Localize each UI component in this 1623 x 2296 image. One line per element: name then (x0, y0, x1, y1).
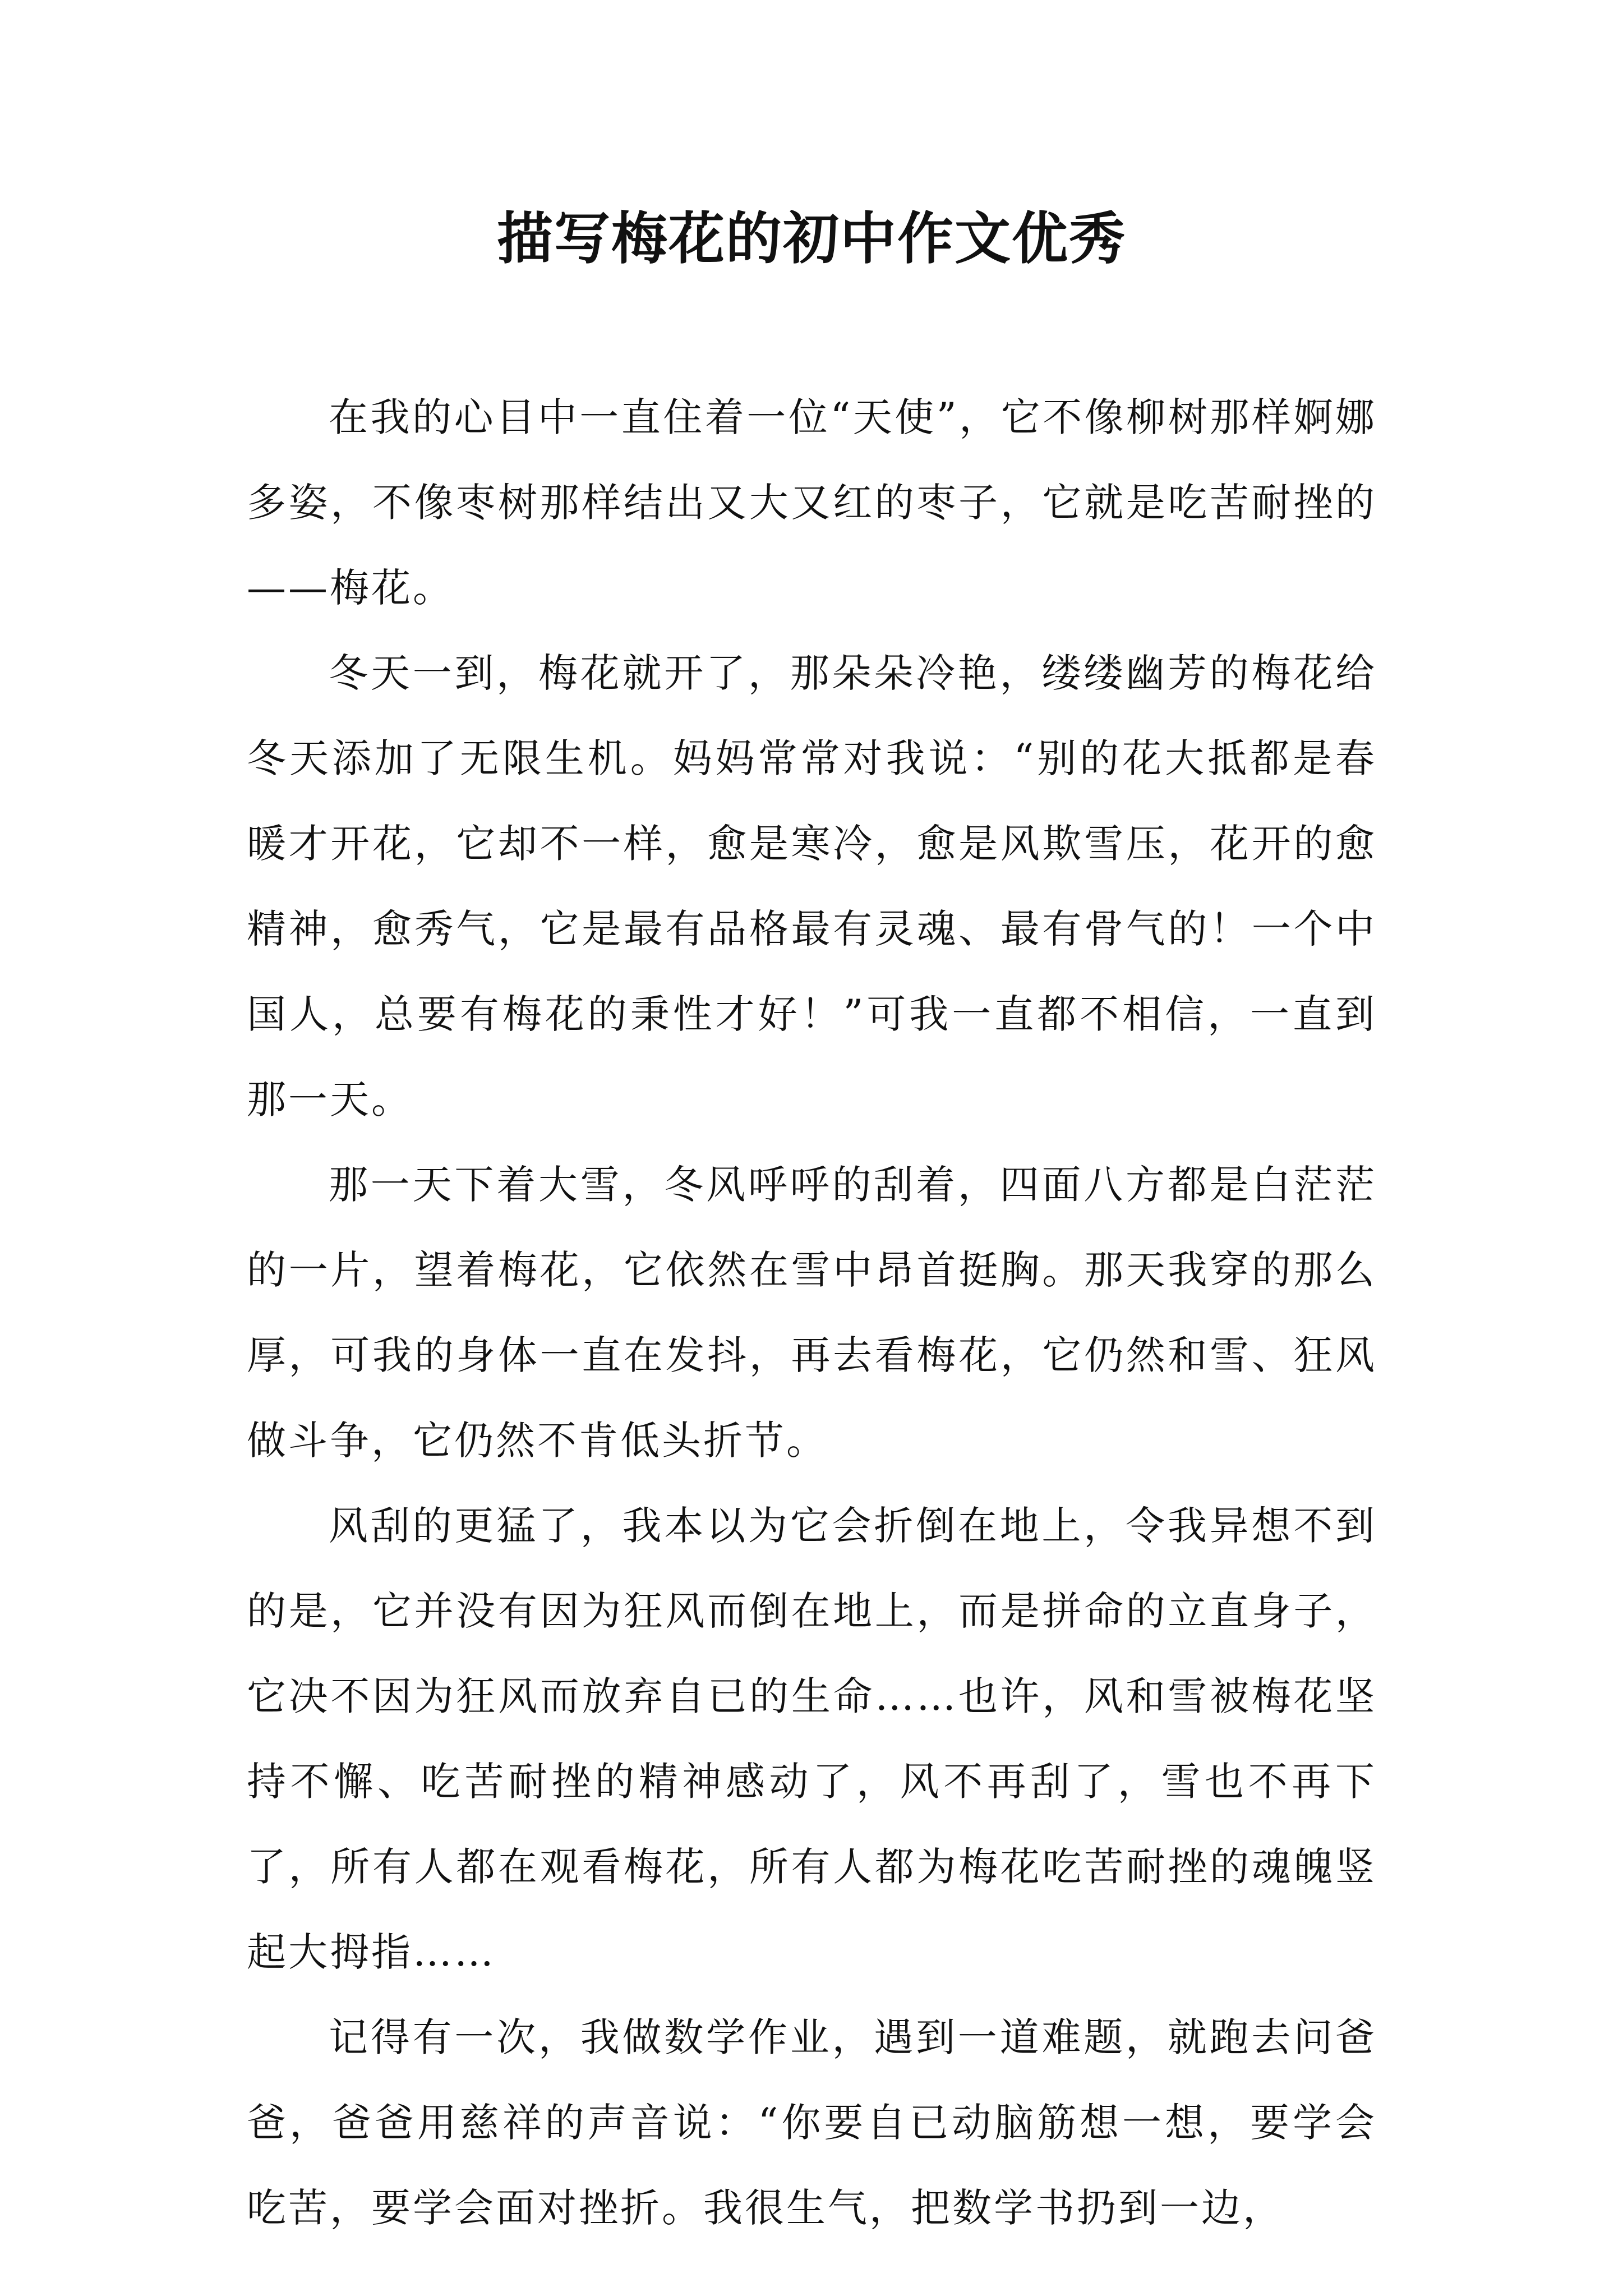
paragraph: 记得有一次，我做数学作业，遇到一道难题，就跑去问爸爸，爸爸用慈祥的声音说：“你要自已动脑筋想一想，要学会吃苦，要学会面对挫折。我很生气，把数学书扔到一边， (247, 2014, 1377, 2231)
paragraph: 那一天下着大雪，冬风呼呼的刮着，四面八方都是白茫茫的一片，望着梅花，它依然在雪中昂首挺胸。那天我穿的那么厚，可我的身体一直在发抖，再去看梅花，它仍然和雪、狂风做斗争，它仍然不肯低头折节。 (247, 1162, 1377, 1464)
paragraph: 冬天一到，梅花就开了，那朵朵冷艳，缕缕幽芳的梅花给冬天添加了无限生机。妈妈常常对我说：“别的花大抵都是春暖才开花，它却不一样，愈是寒冷，愈是风欺雪压，花开的愈精神，愈秀气，它是最有品格最有灵魂、最有骨气的！一个中国人，总要有梅花的秉性才好！”可我一直都不相信，一直到那一天。 (247, 650, 1377, 1122)
paragraph: 在我的心目中一直住着一位“天使”，它不像柳树那样婀娜多姿，不像枣树那样结出又大又红的枣子，它就是吃苦耐挫的——梅花。 (247, 394, 1377, 611)
document-body (247, 375, 1377, 2251)
document-title: 描写梅花的初中作文优秀 (497, 205, 1126, 272)
paragraph: 风刮的更猛了，我本以为它会折倒在地上，令我异想不到的是，它并没有因为狂风而倒在地上，而是拼命的立直身子，它决不因为狂风而放弃自已的生命……也许，风和雪被梅花坚持不懈、吃苦耐挫的精神感动了，风不再刮了，雪也不再下了，所有人都在观看梅花，所有人都为梅花吃苦耐挫的魂魄竖起大拇指…… (247, 1503, 1377, 1975)
